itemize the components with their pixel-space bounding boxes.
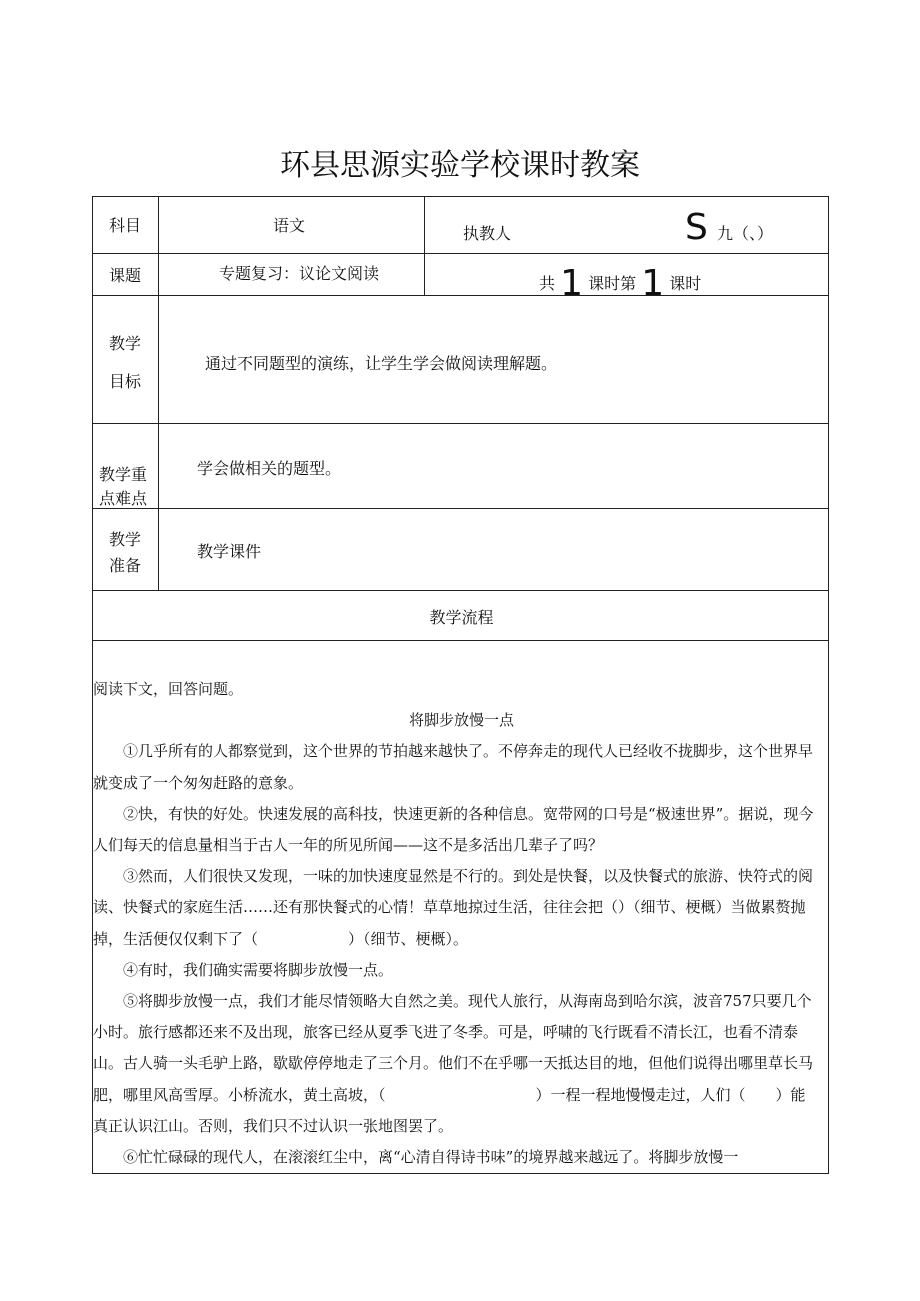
goal-value: 通过不同题型的演练，让学生学会做阅读理解题。: [205, 354, 558, 373]
reading-intro: 阅读下文，回答问题。: [93, 680, 244, 698]
topic-value: 专题复习：议论文阅读: [219, 264, 380, 283]
reading-heading: 将脚步放慢一点: [408, 711, 514, 730]
hours-prefix: 共: [539, 274, 556, 293]
lesson-plan-table: [92, 196, 829, 1174]
row-divider: [93, 590, 828, 591]
goal-label-line1: 教学: [109, 334, 142, 353]
key-label-line1: 教学重: [99, 465, 148, 484]
column-divider: [424, 197, 425, 295]
prep-label-line1: 教学: [109, 530, 142, 549]
teacher-label: 执教人: [463, 224, 512, 243]
hours-current: 1: [641, 263, 665, 304]
key-label-line2: 点难点: [99, 489, 148, 508]
row-divider: [93, 640, 828, 641]
topic-label: 课题: [109, 266, 142, 285]
row-divider: [93, 508, 828, 509]
process-label: 教学流程: [429, 608, 494, 627]
prep-label-line2: 准备: [109, 556, 142, 575]
hours-suffix: 课时: [669, 274, 702, 293]
row-divider: [93, 295, 828, 296]
paragraph: ⑤将脚步放慢一点，我们才能尽情领略大自然之美。现代人旅行，从海南岛到哈尔滨，波音757只要几个小时。旅行感都还来不及出现，旅客已经从夏季飞进了冬季。可是，呼啸的飞行既看不清长江，也看不清泰山。古人骑一头毛驴上路，歇歇停停地走了三个月。他们不在乎哪一天抵达目的地，但他们说得出哪里草长马肥，哪里风高雪厚。小桥流水，黄土高坡，（ ）一程一程地慢慢走过，人们（ ）能真正认识江山。否则，我们只不过认识一张地图罢了。: [93, 992, 814, 1135]
paragraph: ②快，有快的好处。快速发展的高科技，快速更新的各种信息。宽带网的口号是“极速世界”。据说，现今人们每天的信息量相当于古人一年的所见所闻——这不是多活出几辈子了吗？: [93, 804, 814, 855]
paragraph: ④有时，我们确实需要将脚步放慢一点。: [123, 960, 394, 979]
class-value: 九（、）: [717, 224, 774, 243]
hours-total: 1: [560, 263, 584, 304]
paragraph: ①几乎所有的人都察觉到，这个世界的节拍越来越快了。不停奔走的现代人已经收不拢脚步，这个世界早就变成了一个匆匆赶路的意象。: [93, 742, 814, 792]
key-value: 学会做相关的题型。: [197, 459, 342, 478]
reading-passage: [93, 674, 830, 1173]
row-divider: [93, 423, 828, 424]
paragraph: ⑥忙忙碌碌的现代人，在滚滚红尘中，离“心清自得诗书味”的境界越来越远了。将脚步放慢一: [123, 1148, 739, 1167]
subject-value: 语文: [273, 216, 306, 235]
hours-middle: 课时第: [588, 274, 637, 293]
paragraph: ③然而，人们很快又发现，一味的加快速度显然是不行的。到处是快餐，以及快餐式的旅游、快符式的阅读、快餐式的家庭生活……还有那快餐式的心情！草草地掠过生活，往往会把（）（细节、梗概）当做累赘抛掉，生活便仅仅剩下了（ ）（细节、梗概）。: [93, 867, 814, 948]
row-divider: [93, 253, 828, 254]
document-title: 环县思源实验学校课时教案: [280, 148, 640, 183]
teacher-mark: [685, 207, 708, 248]
teacher-mark-glyph: S: [685, 207, 708, 248]
column-divider: [158, 197, 159, 590]
lesson-hours: [539, 263, 701, 304]
subject-label: 科目: [109, 216, 142, 235]
goal-label-line2: 目标: [109, 372, 142, 391]
prep-value: 教学课件: [197, 542, 262, 561]
